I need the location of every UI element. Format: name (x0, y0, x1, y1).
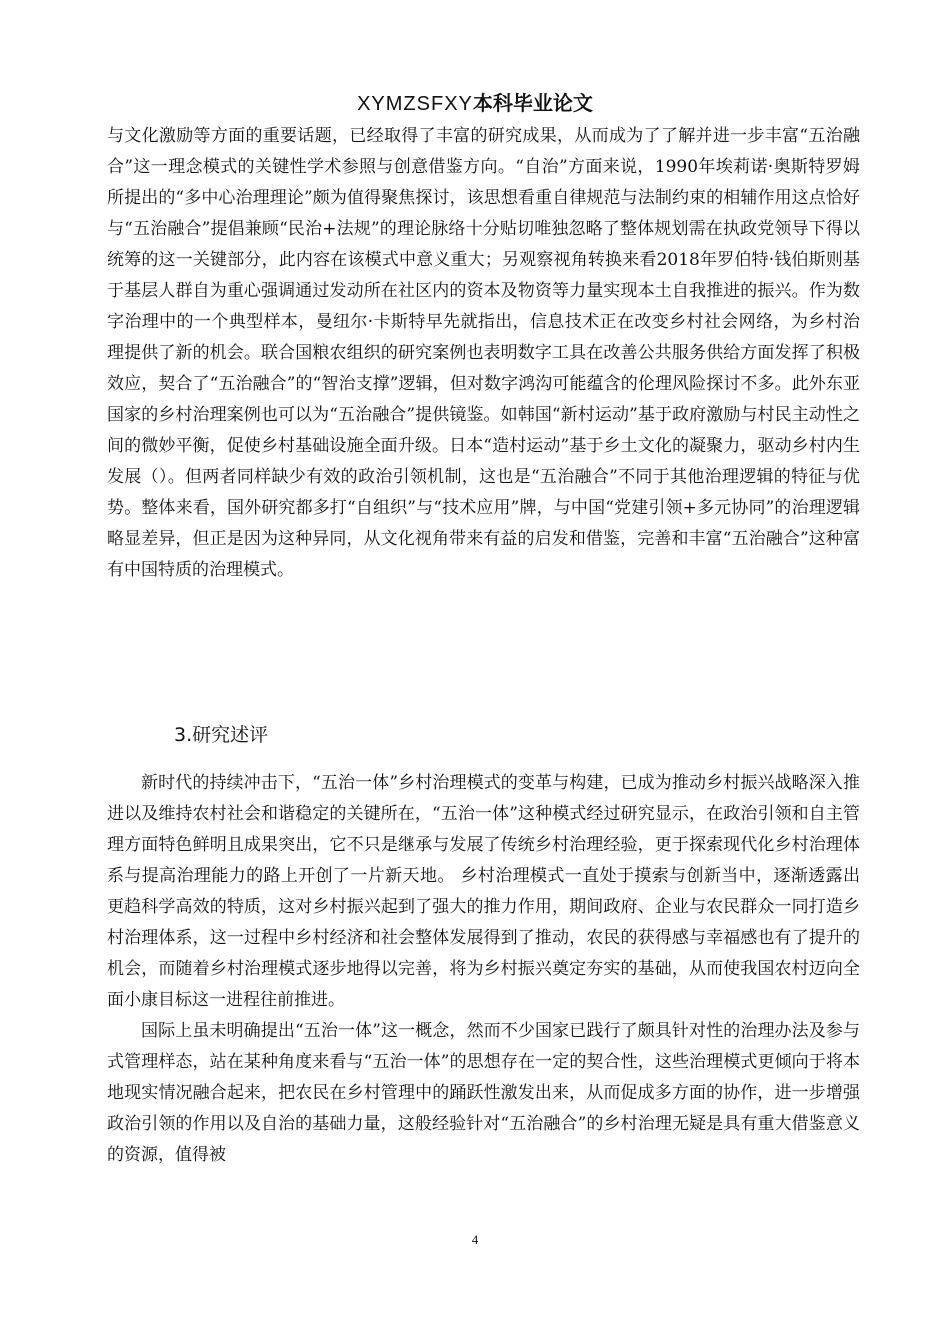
paragraph: 新时代的持续冲击下，“五治一体”乡村治理模式的变革与构建，已成为推动乡村振兴战略深入推进以及维持农村社会和谐稳定的关键所在，“五治一体”这种模式经过研究显示，在政治引领和自主管理方面特色鲜明且成果突出，它不只是继承与发展了传统乡村治理经验，更于探索现代化乡村治理体系与提高治理能力的路上开创了一片新天地。 乡村治理模式一直处于摸索与创新当中，逐渐透露出更趋科学高效的特质，这对乡村振兴起到了强大的推力作用，期间政府、企业与农民群众一同打造乡村治理体系，这一过程中乡村经济和社会整体发展得到了推动，农民的获得感与幸福感也有了提升的机会，而随着乡村治理模式逐步地得以完善，将为乡村振兴奠定夯实的基础，从而使我国农村迈向全面小康目标这一进程往前推进。 (107, 773, 860, 1010)
header-title: 本科毕业论文 (472, 91, 593, 115)
section-heading: 3.研究述评 (174, 724, 269, 746)
paragraph: 与文化激励等方面的重要话题，已经取得了丰富的研究成果，从而成为了了解并进一步丰富“五治融合”这一理念模式的关键性学术参照与创意借鉴方向。“自治”方面来说，1990年埃莉诺·奥斯特罗姆所提出的“多中心治理理论”颇为值得聚焦探讨，该思想看重自律规范与法制约束的相辅作用这点恰好与“五治融合”提倡兼顾“民治+法规”的理论脉络十分贴切唯独忽略了整体规划需在执政党领导下得以统筹的这一关键部分，此内容在该模式中意义重大；另观察视角转换来看2018年罗伯特·钱伯斯则基于基层人群自为重心强调通过发动所在社区内的资本及物资等力量实现本土自我推进的振兴。作为数字治理中的一个典型样本，曼纽尔·卡斯特早先就指出，信息技术正在改变乡村社会网络，为乡村治理提供了新的机会。联合国粮农组织的研究案例也表明数字工具在改善公共服务供给方面发挥了积极效应，契合了“五治融合”的“智治支撑”逻辑，但对数字鸿沟可能蕴含的伦理风险探讨不多。此外东亚国家的乡村治理案例也可以为“五治融合”提供镜鉴。如韩国“新村运动”基于政府激励与村民主动性之间的微妙平衡，促使乡村基础设施全面升级。日本“造村运动”基于乡土文化的凝聚力，驱动乡村内生发展（）。但两者同样缺少有效的政治引领机制，这也是“五治融合”不同于其他治理逻辑的特征与优势。整体来看，国外研究都多打“自组织”与“技术应用”牌，与中国“党建引领+多元协同”的治理逻辑略显差异，但正是因为这种异同，从文化视角带来有益的启发和借鉴，完善和丰富“五治融合”这种富有中国特质的治理模式。 (107, 126, 860, 580)
header-code: XYMZSFXY (357, 93, 473, 115)
body-text-bottom (107, 768, 860, 1171)
body-text-top (107, 121, 860, 586)
page-number: 4 (471, 1232, 479, 1247)
paragraph: 国际上虽未明确提出“五治一体”这一概念，然而不少国家已践行了颇具针对性的治理办法及参与式管理样态，站在某种角度来看与“五治一体”的思想存在一定的契合性，这些治理模式更倾向于将本地现实情况融合起来，把农民在乡村管理中的踊跃性激发出来，从而促成多方面的协作，进一步增强政治引领的作用以及自治的基础力量，这般经验针对“五治融合”的乡村治理无疑是具有重大借鉴意义的资源，值得被 (107, 1021, 860, 1165)
page-header (0, 90, 950, 117)
